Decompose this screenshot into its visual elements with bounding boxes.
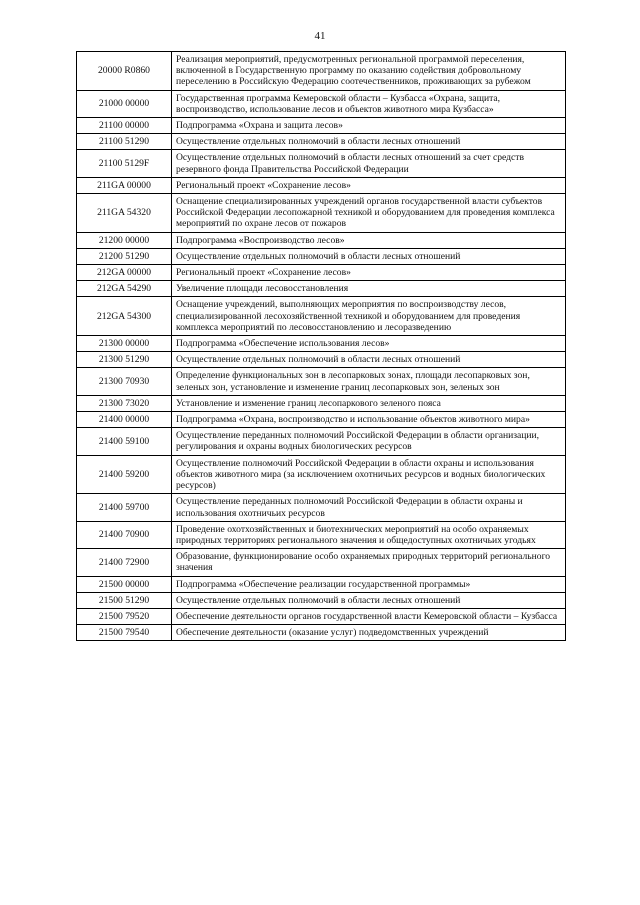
name-cell: Подпрограмма «Охрана, воспроизводство и использование объектов животного мира» — [172, 412, 566, 428]
table-row — [77, 395, 566, 411]
code-cell: 21300 51290 — [77, 352, 172, 368]
code-cell: 21000 00000 — [77, 90, 172, 117]
name-cell: Подпрограмма «Обеспечение использования лесов» — [172, 336, 566, 352]
name-cell: Оснащение специализированных учреждений органов государственной власти субъектов Российской Федерации лесопожарной техникой и оборудованием для проведения комплекса мероприятий по охране лесов от пожаров — [172, 194, 566, 233]
table-row — [77, 412, 566, 428]
budget-classification-table — [76, 51, 566, 641]
code-cell: 21300 00000 — [77, 336, 172, 352]
code-cell: 21500 00000 — [77, 576, 172, 592]
code-cell: 21100 00000 — [77, 118, 172, 134]
code-cell: 21300 70930 — [77, 368, 172, 395]
table-row — [77, 248, 566, 264]
name-cell: Подпрограмма «Охрана и защита лесов» — [172, 118, 566, 134]
table-row — [77, 265, 566, 281]
table-row — [77, 549, 566, 576]
table-row — [77, 625, 566, 641]
table-row — [77, 336, 566, 352]
table-row — [77, 521, 566, 548]
code-cell: 21300 73020 — [77, 395, 172, 411]
table-row — [77, 608, 566, 624]
code-cell: 21500 79520 — [77, 608, 172, 624]
name-cell: Обеспечение деятельности органов государственной власти Кемеровской области – Кузбасса — [172, 608, 566, 624]
table-row — [77, 297, 566, 336]
code-cell: 211GA 00000 — [77, 177, 172, 193]
code-cell: 21400 59200 — [77, 455, 172, 494]
table-row — [77, 576, 566, 592]
name-cell: Оснащение учреждений, выполняющих мероприятия по воспроизводству лесов, специализированной лесохозяйственной техникой и оборудованием для проведения комплекса мероприятий по лесовосстановлению и лесоразведению — [172, 297, 566, 336]
name-cell: Реализация мероприятий, предусмотренных региональной программой переселения, включенной в Государственную программу по оказанию содействия добровольному переселению в Российскую Федерацию соотечественников, проживающих за рубежом — [172, 52, 566, 91]
table-row — [77, 52, 566, 91]
name-cell: Обеспечение деятельности (оказание услуг) подведомственных учреждений — [172, 625, 566, 641]
table-row — [77, 455, 566, 494]
code-cell: 21200 51290 — [77, 248, 172, 264]
table-body — [77, 52, 566, 641]
name-cell: Увеличение площади лесовосстановления — [172, 281, 566, 297]
table-row — [77, 134, 566, 150]
code-cell: 21500 51290 — [77, 592, 172, 608]
table-row — [77, 150, 566, 177]
code-cell: 21400 59100 — [77, 428, 172, 455]
code-cell: 211GA 54320 — [77, 194, 172, 233]
name-cell: Осуществление переданных полномочий Российской Федерации в области охраны и использования охотничьих ресурсов — [172, 494, 566, 521]
code-cell: 21100 5129F — [77, 150, 172, 177]
name-cell: Осуществление полномочий Российской Федерации в области охраны и использования объектов животного мира (за исключением охотничьих ресурсов и водных биологических ресурсов) — [172, 455, 566, 494]
name-cell: Осуществление отдельных полномочий в области лесных отношений — [172, 248, 566, 264]
table-row — [77, 428, 566, 455]
name-cell: Образование, функционирование особо охраняемых природных территорий регионального значения — [172, 549, 566, 576]
code-cell: 20000 R0860 — [77, 52, 172, 91]
table-row — [77, 368, 566, 395]
code-cell: 21100 51290 — [77, 134, 172, 150]
name-cell: Осуществление отдельных полномочий в области лесных отношений за счет средств резервного фонда Правительства Российской Федерации — [172, 150, 566, 177]
table-row — [77, 281, 566, 297]
page-number: 41 — [314, 30, 326, 42]
name-cell: Подпрограмма «Воспроизводство лесов» — [172, 232, 566, 248]
table-row — [77, 194, 566, 233]
code-cell: 21400 00000 — [77, 412, 172, 428]
name-cell: Осуществление переданных полномочий Российской Федерации в области организации, регулирования и охраны водных биологических ресурсов — [172, 428, 566, 455]
name-cell: Государственная программа Кемеровской области – Кузбасса «Охрана, защита, воспроизводство, использование лесов и объектов животного мира Кузбасса» — [172, 90, 566, 117]
table-row — [77, 177, 566, 193]
name-cell: Осуществление отдельных полномочий в области лесных отношений — [172, 134, 566, 150]
table-row — [77, 118, 566, 134]
code-cell: 21400 70900 — [77, 521, 172, 548]
code-cell: 21400 59700 — [77, 494, 172, 521]
table-row — [77, 592, 566, 608]
code-cell: 21400 72900 — [77, 549, 172, 576]
table-row — [77, 90, 566, 117]
name-cell: Определение функциональных зон в лесопарковых зонах, площади лесопарковых зон, зеленых зон, установление и изменение границ лесопарковых зон, зеленых зон — [172, 368, 566, 395]
name-cell: Региональный проект «Сохранение лесов» — [172, 177, 566, 193]
code-cell: 212GA 54300 — [77, 297, 172, 336]
table-row — [77, 232, 566, 248]
name-cell: Подпрограмма «Обеспечение реализации государственной программы» — [172, 576, 566, 592]
table-row — [77, 352, 566, 368]
code-cell: 21200 00000 — [77, 232, 172, 248]
code-cell: 212GA 54290 — [77, 281, 172, 297]
code-cell: 212GA 00000 — [77, 265, 172, 281]
name-cell: Осуществление отдельных полномочий в области лесных отношений — [172, 352, 566, 368]
name-cell: Региональный проект «Сохранение лесов» — [172, 265, 566, 281]
name-cell: Установление и изменение границ лесопаркового зеленого пояса — [172, 395, 566, 411]
code-cell: 21500 79540 — [77, 625, 172, 641]
name-cell: Проведение охотхозяйственных и биотехнических мероприятий на особо охраняемых природных территориях регионального значения и общедоступных охотничьих угодьях — [172, 521, 566, 548]
name-cell: Осуществление отдельных полномочий в области лесных отношений — [172, 592, 566, 608]
table-row — [77, 494, 566, 521]
